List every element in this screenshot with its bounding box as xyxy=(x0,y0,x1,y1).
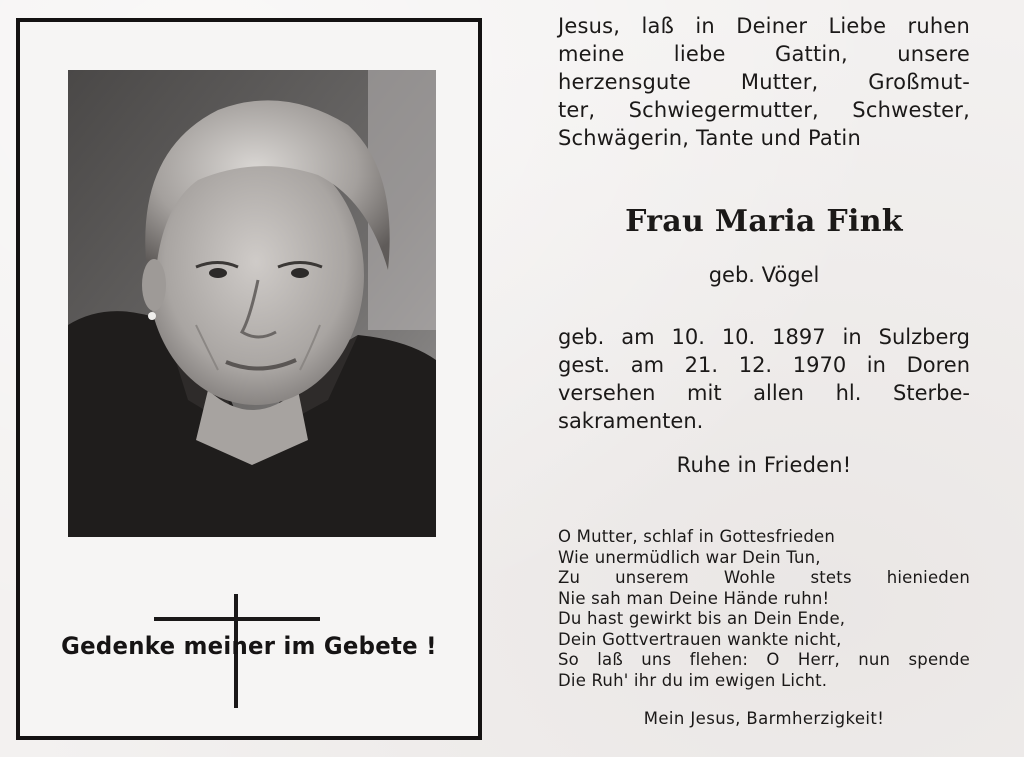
poem-line: Du hast gewirkt bis an Dein Ende, xyxy=(558,609,846,628)
intro-line: ter, Schwiegermutter, Schwester, xyxy=(558,98,970,122)
maiden-name: geb. Vögel xyxy=(708,263,820,287)
intro-line: Schwägerin, Tante und Patin xyxy=(558,126,861,150)
closing-prayer: Mein Jesus, Barmherzigkeit! xyxy=(643,709,885,728)
poem-line: Wie unermüdlich war Dein Tun, xyxy=(558,547,821,567)
poem-line: So laß uns flehen: O Herr, nun spende xyxy=(558,650,970,669)
intro-line: meine liebe Gattin, unsere xyxy=(558,42,970,66)
intro-line: Jesus, laß in Deiner Liebe ruhen xyxy=(558,14,970,38)
rest-in-peace: Ruhe in Frieden! xyxy=(676,453,852,477)
poem-line: Die Ruh' ihr du im ewigen Licht. xyxy=(558,670,828,690)
poem-line: Dein Gottvertrauen wankte nicht, xyxy=(558,629,842,649)
date-line: sakramenten. xyxy=(558,409,704,433)
poem-line: Nie sah man Deine Hände ruhn! xyxy=(558,588,830,608)
cross-and-prayer xyxy=(20,582,478,712)
obituary-text-column xyxy=(558,12,970,728)
poem-line: Zu unserem Wohle stets hienieden xyxy=(558,568,970,587)
date-line: versehen mit allen hl. Sterbe- xyxy=(558,381,970,405)
portrait-photo xyxy=(68,70,436,537)
cross-horizontal-beam xyxy=(154,617,320,621)
deceased-name: Frau Maria Fink xyxy=(625,204,903,239)
poem-line: O Mutter, schlaf in Gottesfrieden xyxy=(558,527,836,546)
prayer-text: Gedenke meiner im Gebete ! xyxy=(61,632,437,660)
life-dates xyxy=(558,323,970,435)
poem xyxy=(558,527,970,691)
intro-line: herzensgute Mutter, Großmut- xyxy=(558,70,970,94)
date-line: geb. am 10. 10. 1897 in Sulzberg xyxy=(558,325,970,349)
intro-paragraph xyxy=(558,12,970,152)
memorial-card-left xyxy=(16,18,482,740)
date-line: gest. am 21. 12. 1970 in Doren xyxy=(558,353,970,377)
